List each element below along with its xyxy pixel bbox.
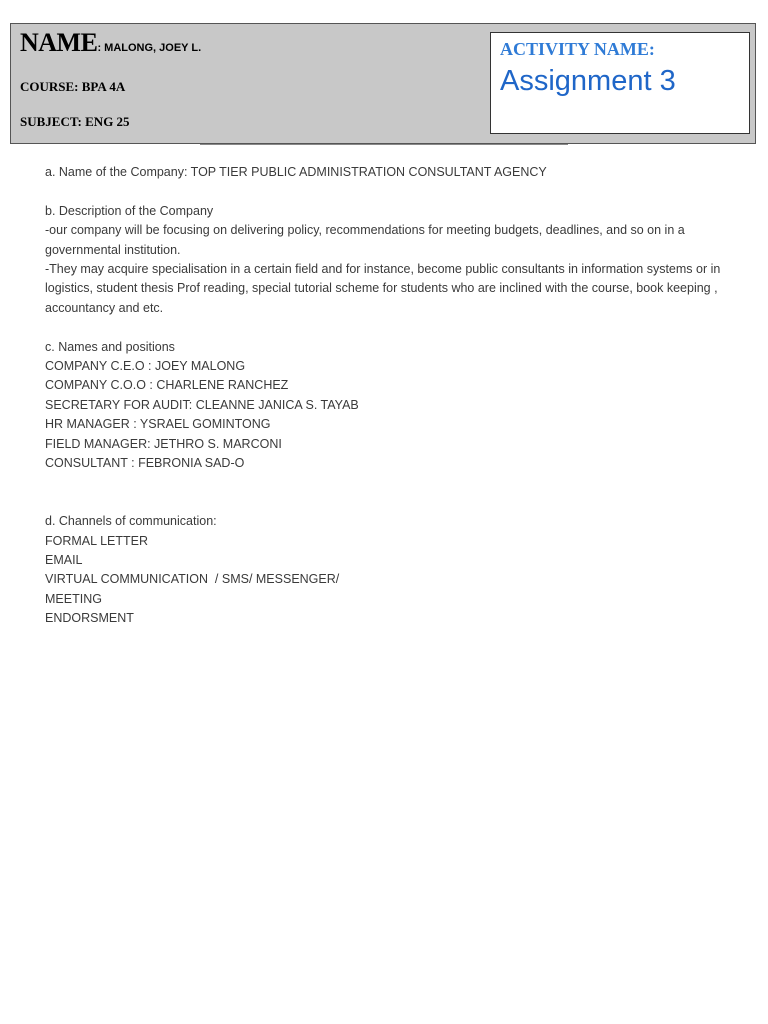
- subject-line: SUBJECT: ENG 25: [20, 114, 130, 129]
- positions-heading: c. Names and positions: [45, 339, 175, 354]
- channel-item: ENDORSMENT: [45, 611, 134, 626]
- name-value: : MALONG, JOEY L.: [97, 42, 202, 54]
- company-name-line: a. Name of the Company: TOP TIER PUBLIC ADMINISTRATION CONSULTANT AGENCY: [45, 165, 547, 179]
- position-item: FIELD MANAGER: JETHRO S. MARCONI: [45, 436, 282, 451]
- activity-label: ACTIVITY NAME:: [500, 39, 655, 59]
- activity-value: Assignment 3: [500, 65, 676, 97]
- position-item: HR MANAGER : YSRAEL GOMINTONG: [45, 417, 271, 432]
- channel-item: EMAIL: [45, 553, 83, 568]
- channel-item: VIRTUAL COMMUNICATION / SMS/ MESSENGER/: [45, 572, 340, 587]
- description-heading: b. Description of the Company: [45, 203, 214, 218]
- description-paragraph: -our company will be focusing on delivering policy, recommendations for meeting budgets, deadlines, and so on in a governmental institution.: [45, 223, 685, 257]
- course-line: COURSE: BPA 4A: [20, 79, 126, 94]
- position-item: COMPANY C.E.O : JOEY MALONG: [45, 359, 246, 374]
- description-paragraph: -They may acquire specialisation in a certain field and for instance, become public consultants in information systems or in logistics, student thesis Prof reading, special tutorial scheme for students who are inclined with the course, book keeping , accountancy and etc.: [45, 262, 721, 315]
- header-divider: [200, 144, 568, 145]
- document-header: [10, 23, 756, 144]
- position-item: CONSULTANT : FEBRONIA SAD-O: [45, 456, 245, 471]
- name-label: NAME: [20, 28, 98, 57]
- position-item: COMPANY C.O.O : CHARLENE RANCHEZ: [45, 378, 289, 393]
- channel-item: MEETING: [45, 591, 102, 606]
- channel-item: FORMAL LETTER: [45, 533, 149, 548]
- channels-heading: d. Channels of communication:: [45, 514, 217, 529]
- document-body: [45, 163, 725, 629]
- activity-box: [490, 32, 750, 134]
- name-line: [20, 28, 201, 58]
- position-item: SECRETARY FOR AUDIT: CLEANNE JANICA S. TAYAB: [45, 397, 359, 412]
